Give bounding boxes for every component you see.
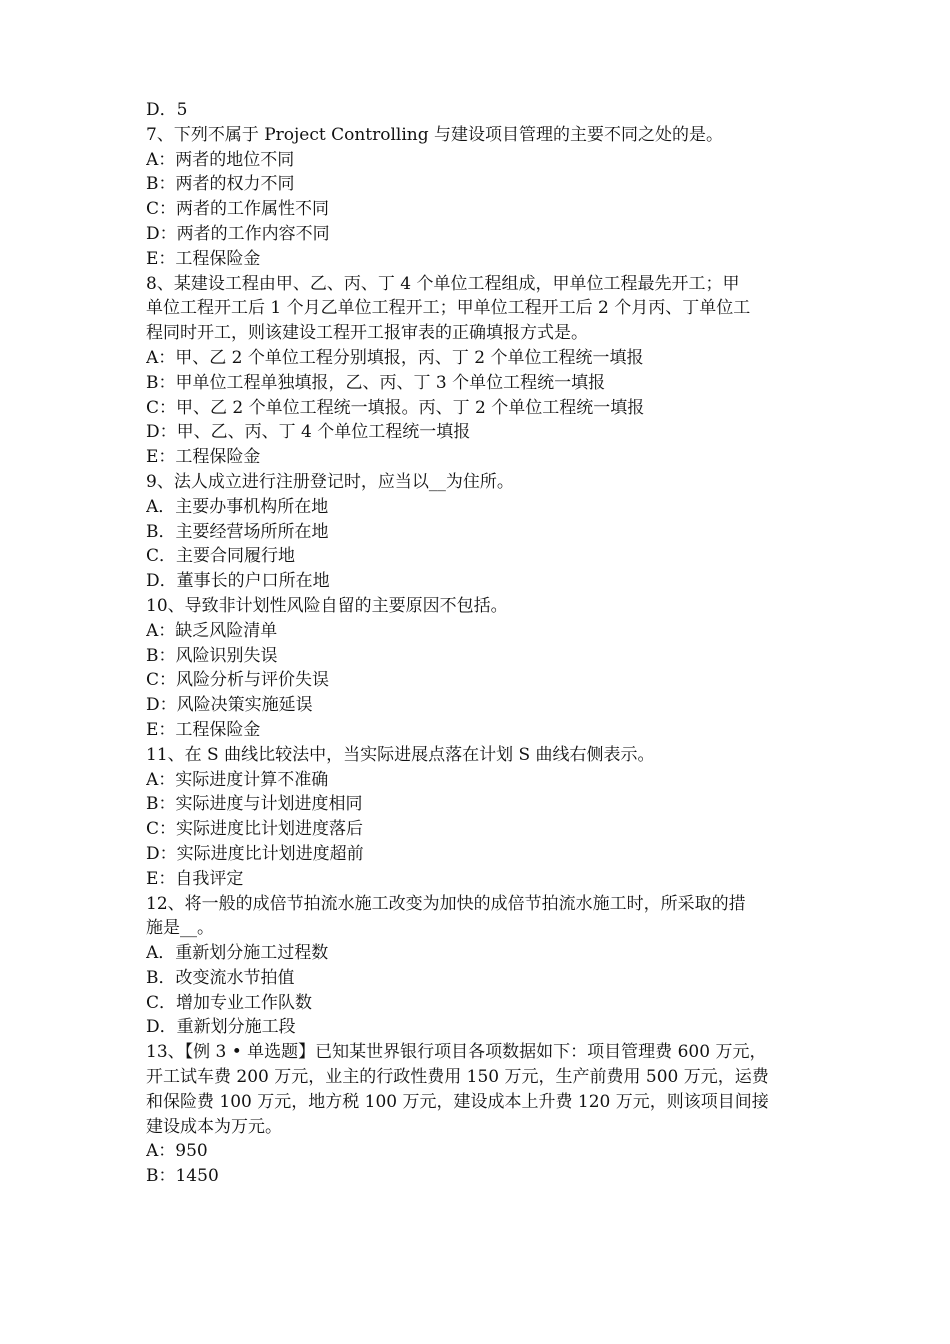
option-line: A：实际进度计算不准确 [146, 769, 329, 790]
option-line: C：两者的工作属性不同 [146, 199, 330, 220]
question-12-cont: 施是__。 [146, 918, 214, 939]
option-line: D：两者的工作内容不同 [146, 223, 330, 244]
option-line: A．主要办事机构所在地 [146, 496, 329, 517]
question-13: 13、【例 3 • 单选题】已知某世界银行项目各项数据如下：项目管理费 600 万元， [146, 1042, 767, 1063]
option-line: E：自我评定 [146, 868, 244, 889]
question-13-cont: 和保险费 100 万元，地方税 100 万元，建设成本上升费 120 万元，则该项目间接 [146, 1091, 769, 1112]
option-line: E：工程保险金 [146, 719, 261, 740]
question-7: 7、下列不属于 Project Controlling 与建设项目管理的主要不同之处的是。 [146, 124, 724, 145]
option-line: C：甲、乙 2 个单位工程统一填报。丙、丁 2 个单位工程统一填报 [146, 397, 645, 418]
option-line: D：实际进度比计划进度超前 [146, 843, 364, 864]
option-line: C．主要合同履行地 [146, 546, 296, 567]
question-9: 9、法人成立进行注册登记时，应当以__为住所。 [146, 471, 514, 492]
option-line: B：甲单位工程单独填报，乙、丙、丁 3 个单位工程统一填报 [146, 372, 606, 393]
option-line: B：1450 [146, 1166, 219, 1187]
question-8: 8、某建设工程由甲、乙、丙、丁 4 个单位工程组成，甲单位工程最先开工；甲 [146, 273, 740, 294]
question-10: 10、导致非计划性风险自留的主要原因不包括。 [146, 595, 508, 616]
option-line: A：950 [146, 1141, 208, 1162]
option-line: E：工程保险金 [146, 248, 261, 269]
option-line: C：风险分析与评价失误 [146, 670, 330, 691]
option-line: A：两者的地位不同 [146, 149, 295, 170]
option-line: B：风险识别失误 [146, 645, 278, 666]
option-line: B：实际进度与计划进度相同 [146, 794, 363, 815]
option-line: E：工程保险金 [146, 447, 261, 468]
question-12: 12、将一般的成倍节拍流水施工改变为加快的成倍节拍流水施工时，所采取的措 [146, 893, 746, 914]
document-page [146, 98, 808, 1189]
question-13-cont: 建设成本为万元。 [146, 1116, 282, 1137]
option-line: A：缺乏风险清单 [146, 620, 278, 641]
option-line: D：甲、乙、丙、丁 4 个单位工程统一填报 [146, 422, 471, 443]
option-line: D．董事长的户口所在地 [146, 571, 330, 592]
question-8-cont: 单位工程开工后 1 个月乙单位工程开工；甲单位工程开工后 2 个月丙、丁单位工 [146, 298, 751, 319]
question-8-cont: 程同时开工，则该建设工程开工报审表的正确填报方式是。 [146, 323, 588, 344]
option-line: D．重新划分施工段 [146, 1017, 296, 1038]
option-line: B：两者的权力不同 [146, 174, 295, 195]
option-line: D．5 [146, 100, 188, 120]
option-line: B．主要经营场所所在地 [146, 521, 329, 542]
question-13-cont: 开工试车费 200 万元，业主的行政性费用 150 万元，生产前费用 500 万元，运费 [146, 1067, 769, 1088]
option-line: A．重新划分施工过程数 [146, 943, 329, 964]
option-line: C．增加专业工作队数 [146, 992, 313, 1013]
option-line: A：甲、乙 2 个单位工程分别填报，丙、丁 2 个单位工程统一填报 [146, 347, 644, 368]
option-line: C：实际进度比计划进度落后 [146, 819, 364, 840]
question-11: 11、在 S 曲线比较法中，当实际进展点落在计划 S 曲线右侧表示。 [146, 744, 655, 765]
option-line: B．改变流水节拍值 [146, 967, 295, 988]
option-line: D：风险决策实施延误 [146, 695, 313, 716]
